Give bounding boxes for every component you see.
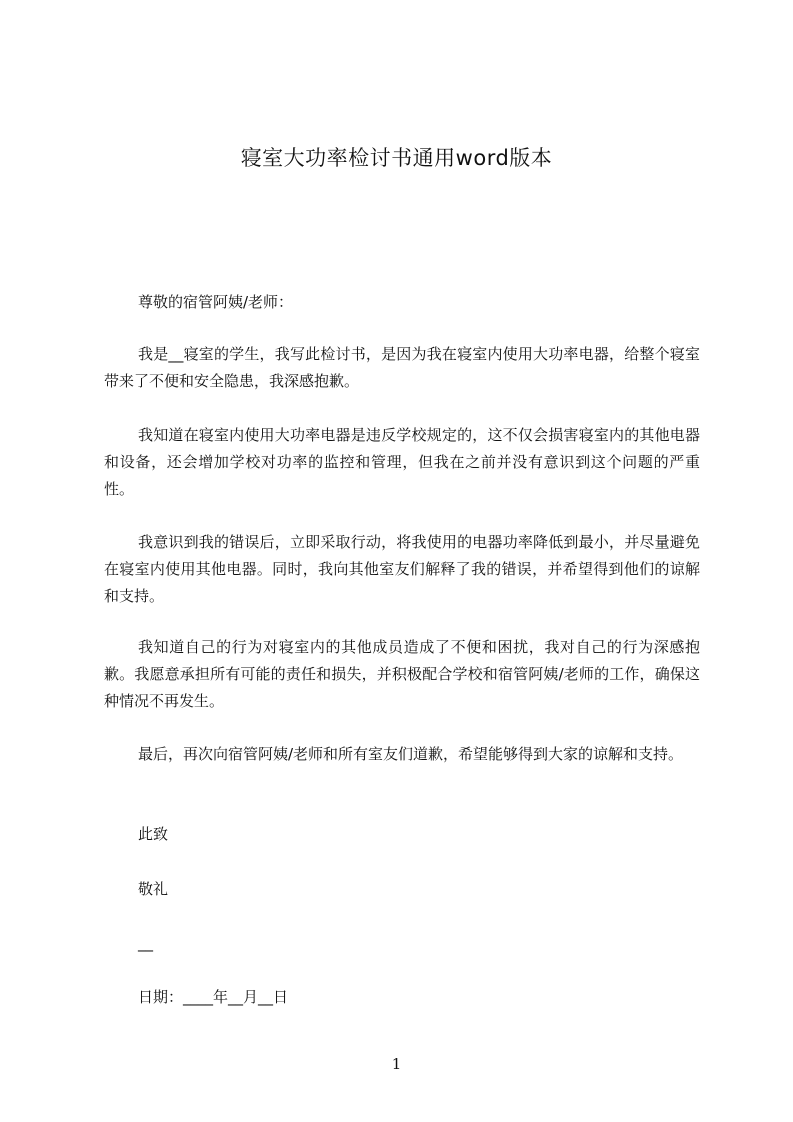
date-line: 日期：____年__月__日 [138, 988, 289, 1006]
salutation: 尊敬的宿管阿姨/老师： [138, 293, 294, 311]
page-number: 1 [391, 1055, 402, 1073]
document-title: 寝室大功率检讨书通用word版本 [240, 146, 553, 170]
closing-greeting: 此致 [138, 825, 169, 843]
paragraph-2: 我知道在寝室内使用大功率电器是违反学校规定的，这不仅会损害寝室内的其他电器和设备，还会增加学校对功率的监控和管理，但我在之前并没有意识到这个问题的严重性。 [104, 426, 700, 498]
paragraph-4: 我知道自己的行为对寝室内的其他成员造成了不便和困扰，我对自己的行为深感抱歉。我愿意承担所有可能的责任和损失，并积极配合学校和宿管阿姨/老师的工作，确保这种情况不再发生。 [104, 638, 700, 710]
signature-blank: __ [138, 934, 153, 952]
closing-salute: 敬礼 [138, 880, 169, 898]
paragraph-3: 我意识到我的错误后，立即采取行动，将我使用的电器功率降低到最小，并尽量避免在寝室内使用其他电器。同时，我向其他室友们解释了我的错误，并希望得到他们的谅解和支持。 [104, 533, 700, 605]
paragraph-5: 最后，再次向宿管阿姨/老师和所有室友们道歉，希望能够得到大家的谅解和支持。 [138, 745, 684, 763]
paragraph-1: 我是__寝室的学生，我写此检讨书，是因为我在寝室内使用大功率电器，给整个寝室带来了不便和安全隐患，我深感抱歉。 [104, 345, 700, 390]
